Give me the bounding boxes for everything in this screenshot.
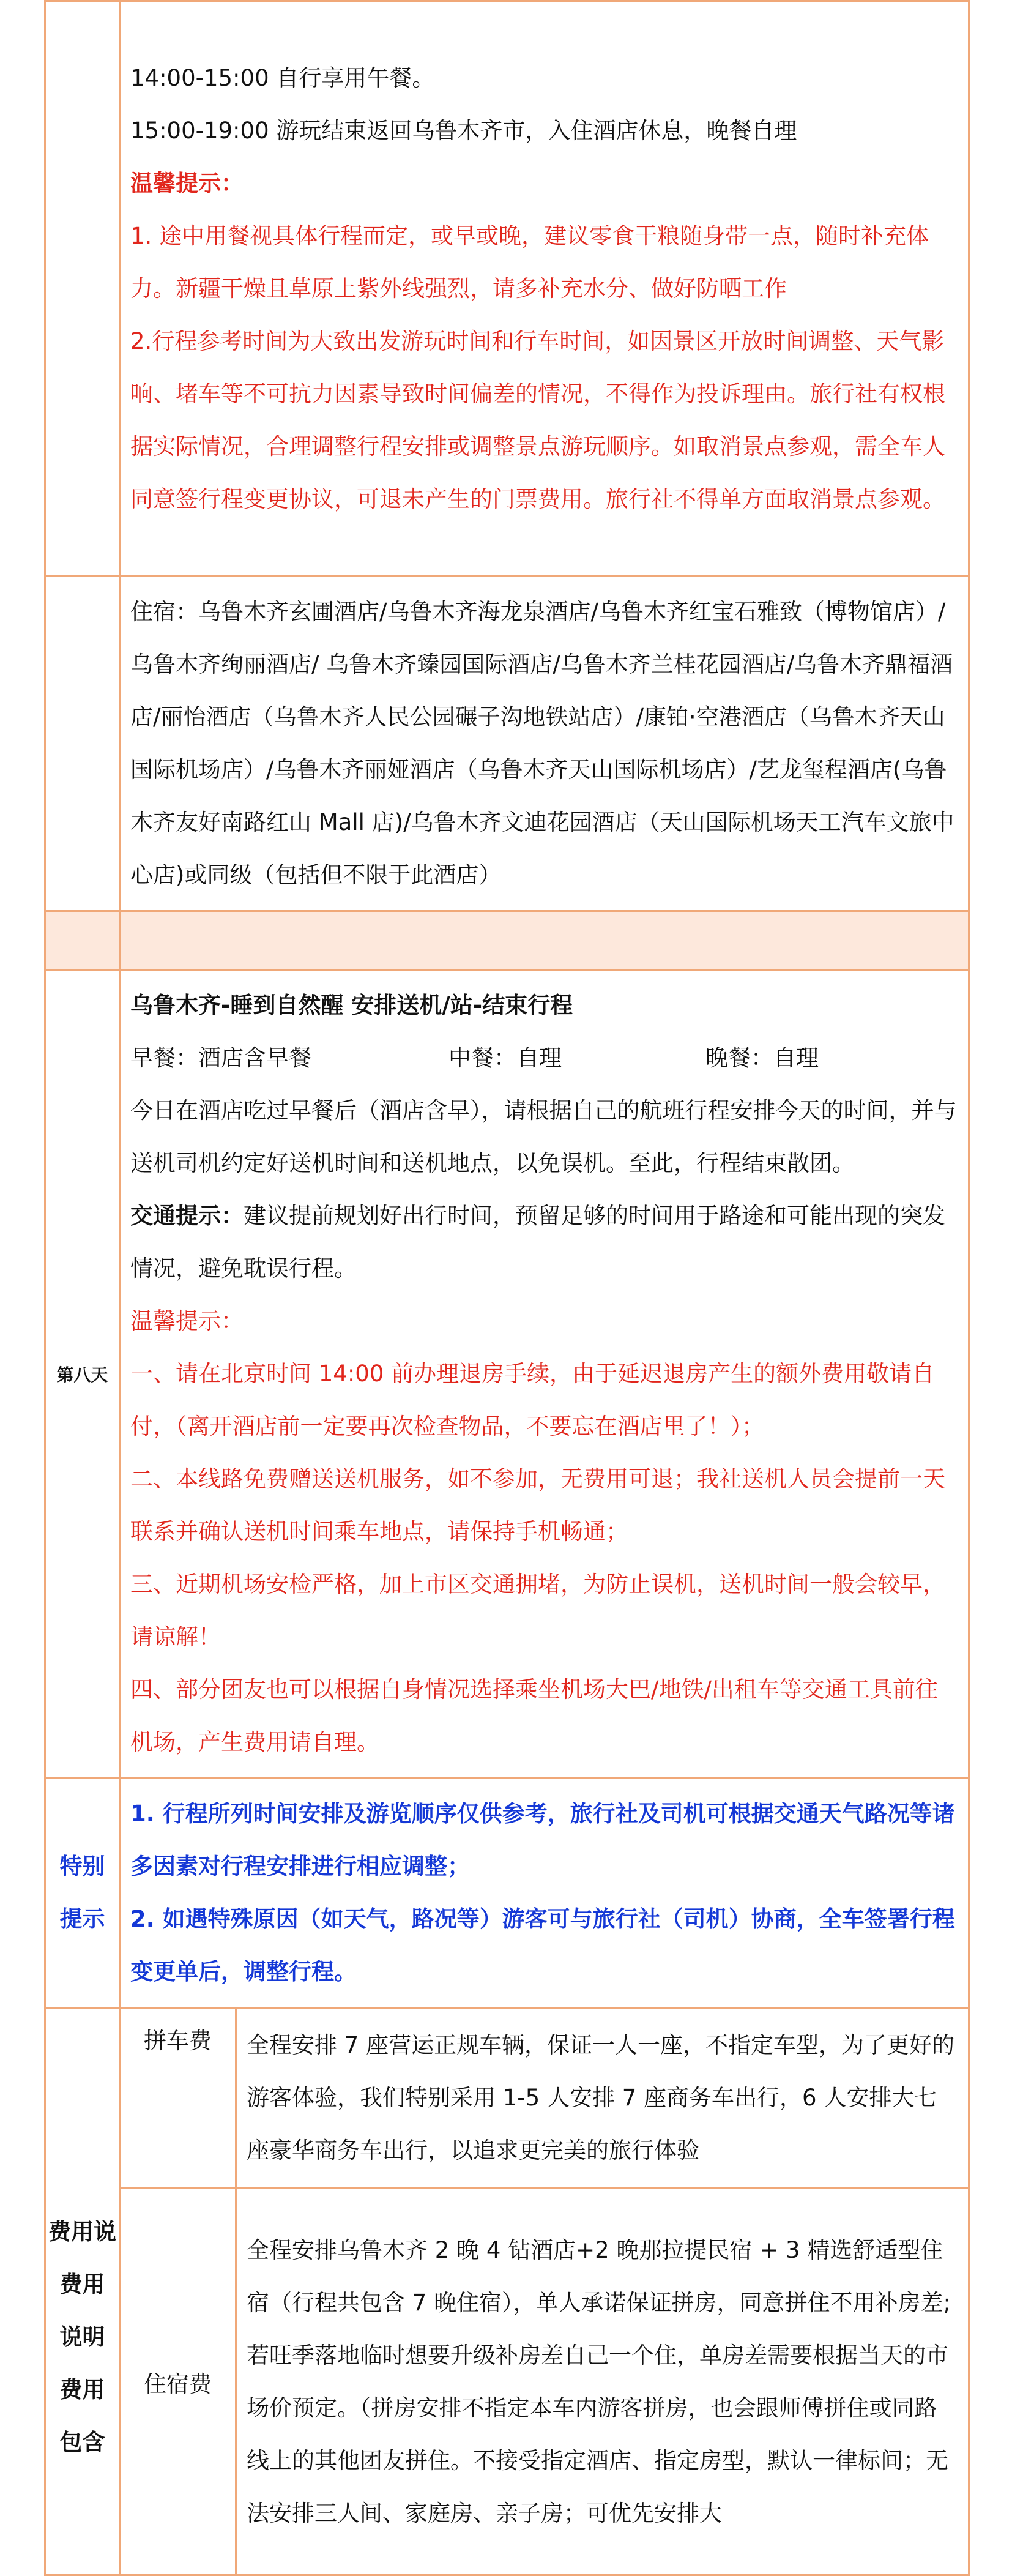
day7-tip: 2.行程参考时间为大致出发游玩时间和行车时间，如因景区开放时间调整、天气影响、堵车等不可抗力因素导致时间偏差的情况，不得作为投诉理由。旅行社有权根据实际情况，合理调整行程安排或调整景点游玩顺序。如取消景点参观，需全车人同意签行程变更协议，可退未产生的门票费用。旅行社不得单方面取消景点参观。 — [130, 327, 945, 512]
blank-cell — [120, 911, 969, 970]
day8-content-cell — [120, 970, 969, 1779]
day7-tips-title: 温馨提示： — [130, 170, 244, 196]
itinerary-table — [44, 0, 970, 2576]
special-notes-cell — [120, 1779, 969, 2008]
day8-tip: 三、近期机场安检严格，加上市区交通拥堵，为防止误机，送机时间一般会较早，请谅解！ — [130, 1571, 945, 1650]
day7-content-cell — [120, 1, 969, 577]
fee-name-hotel: 住宿费 — [120, 2189, 236, 2575]
day7-hotel-cell — [120, 577, 969, 911]
fee-label-line: 费用 — [59, 2376, 105, 2403]
day7-hotel-row — [45, 577, 969, 911]
day7-hotel-text: 住宿：乌鲁木齐玄圃酒店/乌鲁木齐海龙泉酒店/乌鲁木齐红宝石雅致（博物馆店）/乌鲁木齐绚丽酒店/ 乌鲁木齐臻园国际酒店/乌鲁木齐兰桂花园酒店/乌鲁木齐鼎福酒店/丽怡酒店（乌鲁木齐人民公园碾子沟地铁站店）/康铂·空港酒店（乌鲁木齐天山国际机场店）/乌鲁木齐丽娅酒店（乌鲁木齐天山国际机场店）/艺龙玺程酒店(乌鲁木齐友好南路红山 Mall 店)/乌鲁木齐文迪花园酒店（天山国际机场天工汽车文旅中心店)或同级（包括但不限于此酒店） — [130, 599, 954, 888]
day8-row — [45, 970, 969, 1779]
day7-hotel-label-cell — [45, 577, 120, 911]
fee-label-line: 费用说 — [48, 2219, 116, 2245]
day7-activity-row — [45, 1, 969, 577]
fee-text-carpool-cell — [236, 2008, 969, 2189]
fee-carpool-row — [45, 2008, 969, 2189]
special-notes-label — [45, 1779, 120, 2008]
day8-lunch: 中餐：自理 — [448, 1045, 562, 1071]
fee-label-line: 包含 — [59, 2429, 105, 2455]
day8-tips-title: 温馨提示： — [130, 1308, 244, 1334]
fee-text-hotel-cell — [236, 2189, 969, 2575]
day8-label: 第八天 — [45, 970, 120, 1779]
day8-dinner: 晚餐：自理 — [705, 1045, 819, 1071]
day7-line: 15:00-19:00 游玩结束返回乌鲁木齐市，入住酒店休息，晚餐自理 — [130, 117, 797, 144]
fee-text-carpool: 全程安排 7 座营运正规车辆，保证一人一座，不指定车型，为了更好的游客体验，我们特别采用 1-5 人安排 7 座商务车出行，6 人安排大七座豪华商务车出行，以追求更完美的旅行体验 — [247, 2032, 955, 2163]
day8-title: 乌鲁木齐-睡到自然醒 安排送机/站-结束行程 — [130, 992, 573, 1018]
special-note: 2. 如遇特殊原因（如天气，路况等）游客可与旅行社（司机）协商，全车签署行程变更单后，调整行程。 — [130, 1906, 955, 1985]
fee-section-label — [45, 2008, 120, 2575]
day8-tip: 二、本线路免费赠送送机服务，如不参加，无费用可退；我社送机人员会提前一天联系并确认送机时间乘车地点，请保持手机畅通； — [130, 1466, 945, 1545]
day7-tip: 1. 途中用餐视具体行程而定，或早或晚，建议零食干粮随身带一点，随时补充体力。新疆干燥且草原上紫外线强烈，请多补充水分、做好防晒工作 — [130, 222, 929, 302]
fee-text-hotel: 全程安排乌鲁木齐 2 晚 4 钻酒店+2 晚那拉提民宿 + 3 精选舒适型住宿（行程共包含 7 晚住宿），单人承诺保证拼房，同意拼住不用补房差;若旺季落地临时想要升级补房差自己一个住，单房差需要根据当天的市场价预定。（拼房安排不指定本车内游客拼房，也会跟师傅拼住或同路线上的其他团友拼住。不接受指定酒店、指定房型，默认一律标间；无法安排三人间、家庭房、亲子房；可优先安排大 — [247, 2236, 951, 2526]
day8-tip: 四、部分团友也可以根据自身情况选择乘坐机场大巴/地铁/出租车等交通工具前往机场，产生费用请自理。 — [130, 1676, 938, 1755]
fee-hotel-row — [45, 2189, 969, 2575]
blank-divider-row — [45, 911, 969, 970]
fee-name-carpool: 拼车费 — [120, 2008, 236, 2189]
day8-desc: 今日在酒店吃过早餐后（酒店含早），请根据自己的航班行程安排今天的时间，并与送机司机约定好送机时间和送机地点，以免误机。至此，行程结束散团。 — [130, 1097, 957, 1176]
day7-label-cell — [45, 1, 120, 577]
fee-label-line: 说明 — [59, 2324, 105, 2350]
blank-cell — [45, 911, 120, 970]
day8-tip: 一、请在北京时间 14:00 前办理退房手续，由于延迟退房产生的额外费用敬请自付，（离开酒店前一定要再次检查物品，不要忘在酒店里了！）； — [130, 1361, 935, 1439]
day8-traffic — [130, 1190, 959, 1295]
day7-line: 14:00-15:00 自行享用午餐。 — [130, 64, 435, 91]
day8-traffic-text: 建议提前规划好出行时间，预留足够的时间用于路途和可能出现的突发情况，避免耽误行程。 — [130, 1203, 945, 1282]
day8-traffic-label: 交通提示： — [130, 1203, 244, 1229]
special-note: 1. 行程所列时间安排及游览顺序仅供参考，旅行社及司机可根据交通天气路况等诸多因素对行程安排进行相应调整； — [130, 1801, 955, 1880]
day8-breakfast: 早餐：酒店含早餐 — [130, 1045, 311, 1071]
day8-meals — [130, 1032, 959, 1085]
special-label-line: 特别 — [59, 1853, 105, 1880]
special-notes-row — [45, 1779, 969, 2008]
special-label-line: 提示 — [59, 1906, 105, 1932]
fee-label-line: 费用 — [59, 2271, 105, 2298]
